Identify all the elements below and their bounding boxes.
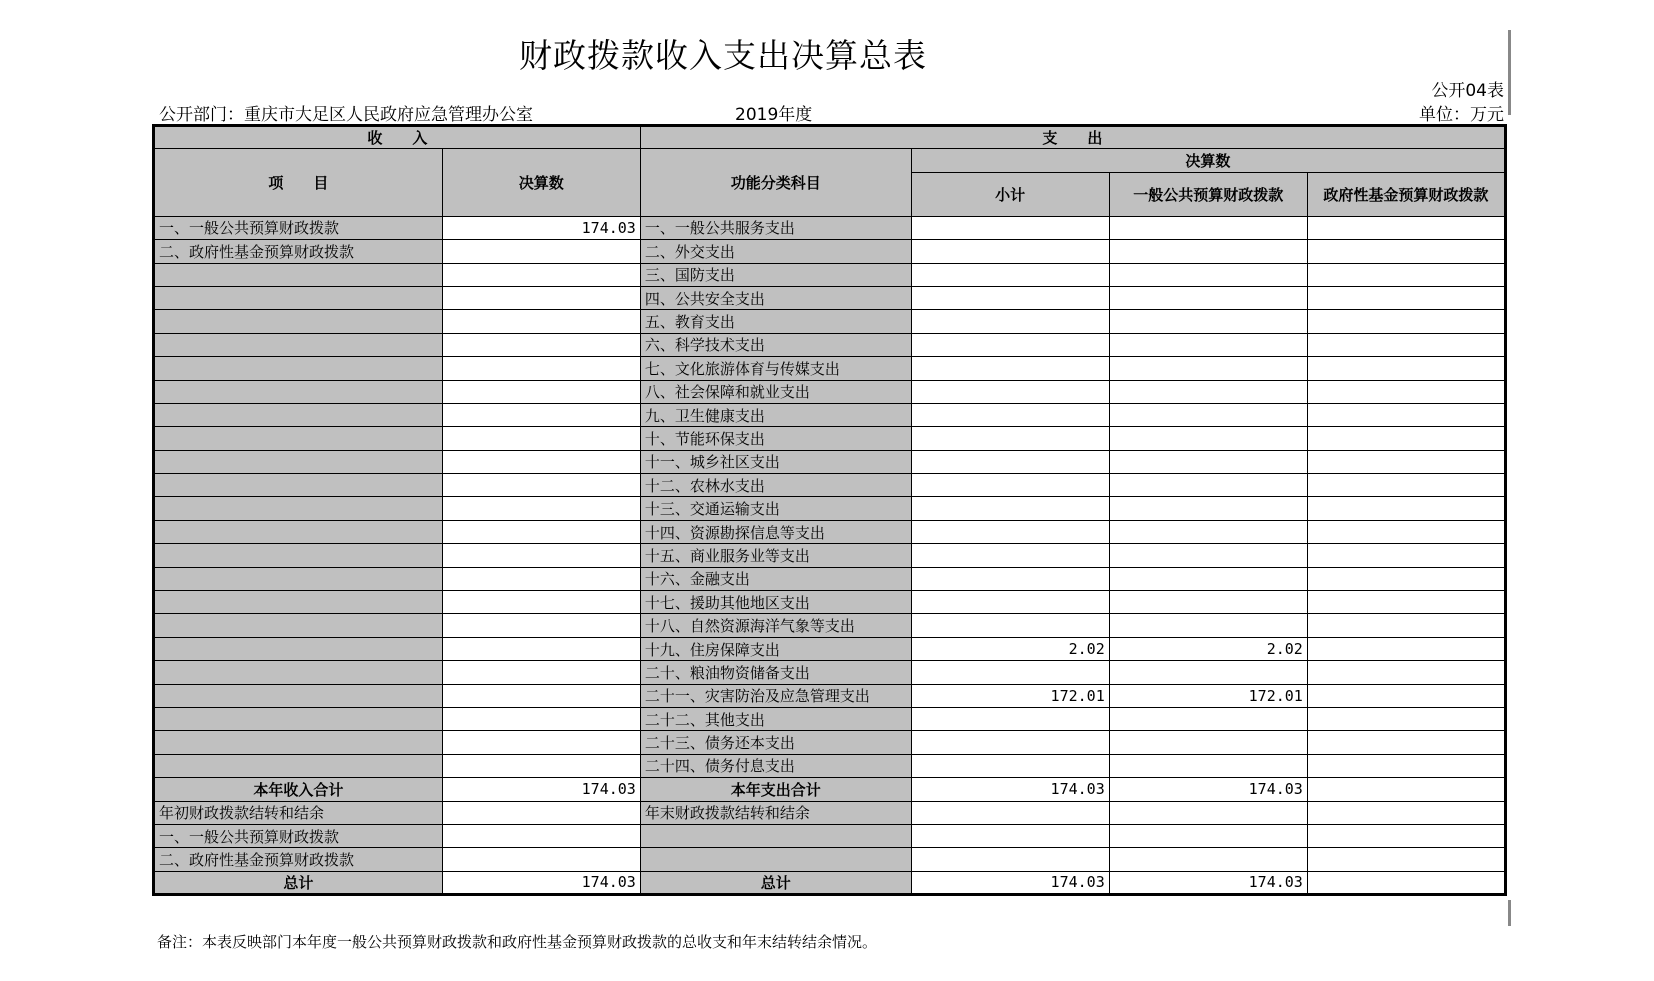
income-header: 收 入: [154, 126, 641, 149]
expense-gov-fund: [1307, 614, 1505, 637]
year-income-label: 本年收入合计: [154, 778, 443, 801]
table-row: [154, 731, 1506, 754]
end-balance-general: [1109, 801, 1307, 824]
expense-subtotal: [911, 614, 1109, 637]
expense-general-budget: [1109, 310, 1307, 333]
income-amount: [442, 754, 640, 777]
table-row: [154, 357, 1506, 380]
table-row: [154, 474, 1506, 497]
expense-category: 二十一、灾害防治及应急管理支出: [640, 684, 911, 707]
expense-gov-fund: [1307, 450, 1505, 473]
table-row: [154, 310, 1506, 333]
income-item: [154, 474, 443, 497]
table-row: [154, 520, 1506, 543]
expense-gov-fund: [1307, 544, 1505, 567]
table-row: [154, 450, 1506, 473]
income-amount: [442, 707, 640, 730]
expense-gov-fund: [1307, 286, 1505, 309]
income-item: [154, 357, 443, 380]
expense-subtotal: [911, 544, 1109, 567]
expense-category: 十三、交通运输支出: [640, 497, 911, 520]
income-item: [154, 754, 443, 777]
total-expense-subtotal: 174.03: [911, 871, 1109, 894]
expense-general-budget: [1109, 357, 1307, 380]
total-expense-general: 174.03: [1109, 871, 1307, 894]
expense-gov-fund: [1307, 357, 1505, 380]
income-amount: [442, 684, 640, 707]
expense-category: 一、一般公共服务支出: [640, 216, 911, 239]
table-row: [154, 544, 1506, 567]
table-row: [154, 286, 1506, 309]
year-income-value: 174.03: [442, 778, 640, 801]
year-expense-label: 本年支出合计: [640, 778, 911, 801]
expense-general-budget: [1109, 450, 1307, 473]
expense-gov-fund: [1307, 731, 1505, 754]
income-amount: [442, 357, 640, 380]
expense-general-budget: [1109, 286, 1307, 309]
income-item: [154, 333, 443, 356]
table-row: [154, 591, 1506, 614]
end-balance-label: 年末财政拨款结转和结余: [640, 801, 911, 824]
expense-category: 二、外交支出: [640, 240, 911, 263]
expense-category: 八、社会保障和就业支出: [640, 380, 911, 403]
footnote: 备注：本表反映部门本年度一般公共预算财政拨款和政府性基金预算财政拨款的总收支和年末结转结余情况。: [157, 933, 878, 951]
expense-category: 二十四、债务付息支出: [640, 754, 911, 777]
income-item: [154, 520, 443, 543]
income-amount: [442, 591, 640, 614]
expense-general-budget: [1109, 474, 1307, 497]
expense-general-budget: [1109, 591, 1307, 614]
fiscal-year: 2019年度: [735, 105, 813, 125]
income-item: [154, 380, 443, 403]
begin-balance-value: [442, 801, 640, 824]
end-balance-fund: [1307, 801, 1505, 824]
unit-label: 单位：万元: [1419, 105, 1504, 125]
begin-fund-row: [154, 848, 1506, 871]
total-expense-fund: [1307, 871, 1505, 894]
begin-fund-label: 二、政府性基金预算财政拨款: [154, 848, 443, 871]
income-item: [154, 310, 443, 333]
expense-category: 十八、自然资源海洋气象等支出: [640, 614, 911, 637]
expense-gov-fund: [1307, 591, 1505, 614]
form-code: 公开04表: [1431, 81, 1504, 101]
expense-category: 十一、城乡社区支出: [640, 450, 911, 473]
expense-gov-fund: [1307, 216, 1505, 239]
department-label: 公开部门：重庆市大足区人民政府应急管理办公室: [159, 105, 533, 125]
balance-row: [154, 801, 1506, 824]
expense-general-budget: [1109, 403, 1307, 426]
expense-category: 九、卫生健康支出: [640, 403, 911, 426]
expense-subtotal: [911, 474, 1109, 497]
income-amount: [442, 263, 640, 286]
table-row: [154, 497, 1506, 520]
expense-category: 十二、农林水支出: [640, 474, 911, 497]
total-income-label: 总计: [154, 871, 443, 894]
income-item: [154, 403, 443, 426]
expense-general-budget: [1109, 497, 1307, 520]
income-item: [154, 450, 443, 473]
expense-subtotal: [911, 497, 1109, 520]
income-amount: [442, 497, 640, 520]
table-row: [154, 684, 1506, 707]
begin-general-value: [442, 824, 640, 847]
expense-category: 十五、商业服务业等支出: [640, 544, 911, 567]
blank-cell: [1109, 824, 1307, 847]
income-item: [154, 263, 443, 286]
income-amount: [442, 333, 640, 356]
table-row: [154, 661, 1506, 684]
table-row: [154, 614, 1506, 637]
expense-general-budget: [1109, 427, 1307, 450]
grand-total-row: [154, 871, 1506, 894]
expense-gov-fund: [1307, 333, 1505, 356]
expense-category: 五、教育支出: [640, 310, 911, 333]
income-amount: [442, 403, 640, 426]
expense-gov-fund: [1307, 380, 1505, 403]
expense-category: 四、公共安全支出: [640, 286, 911, 309]
item-header: 项 目: [154, 149, 443, 216]
expense-subtotal: [911, 591, 1109, 614]
table-row: [154, 707, 1506, 730]
income-amount: [442, 614, 640, 637]
expense-gov-fund: [1307, 263, 1505, 286]
expense-subtotal: 2.02: [911, 637, 1109, 660]
amount-header: 决算数: [442, 149, 640, 216]
income-item: [154, 427, 443, 450]
table-row: [154, 637, 1506, 660]
income-amount: [442, 544, 640, 567]
expense-category: 十九、住房保障支出: [640, 637, 911, 660]
income-item: [154, 661, 443, 684]
expense-subtotal: [911, 707, 1109, 730]
table-row: [154, 754, 1506, 777]
expense-subtotal: [911, 427, 1109, 450]
table-row: [154, 240, 1506, 263]
income-amount: [442, 310, 640, 333]
expense-general-budget: [1109, 661, 1307, 684]
expense-category: 十七、援助其他地区支出: [640, 591, 911, 614]
income-item: [154, 286, 443, 309]
total-income-value: 174.03: [442, 871, 640, 894]
expense-gov-fund: [1307, 637, 1505, 660]
expense-subtotal: [911, 567, 1109, 590]
expense-subtotal: 172.01: [911, 684, 1109, 707]
income-amount: [442, 286, 640, 309]
expense-general-budget: [1109, 731, 1307, 754]
expense-category: 三、国防支出: [640, 263, 911, 286]
blank-cell: [640, 848, 911, 871]
income-item: [154, 731, 443, 754]
begin-general-row: [154, 824, 1506, 847]
table-row: [154, 380, 1506, 403]
gov-fund-header: 政府性基金预算财政拨款: [1307, 172, 1505, 216]
expense-subtotal: [911, 286, 1109, 309]
blank-cell: [1307, 824, 1505, 847]
expense-subtotal: [911, 240, 1109, 263]
total-expense-label: 总计: [640, 871, 911, 894]
function-category-header: 功能分类科目: [640, 149, 911, 216]
expense-general-budget: [1109, 216, 1307, 239]
table-row: [154, 263, 1506, 286]
expense-category: 二十二、其他支出: [640, 707, 911, 730]
income-amount: [442, 520, 640, 543]
expense-category: 二十、粮油物资储备支出: [640, 661, 911, 684]
expense-subtotal: [911, 357, 1109, 380]
expense-subtotal: [911, 450, 1109, 473]
table-row: [154, 567, 1506, 590]
begin-balance-label: 年初财政拨款结转和结余: [154, 801, 443, 824]
expense-general-budget: [1109, 263, 1307, 286]
expense-subtotal: [911, 520, 1109, 543]
expense-general-budget: [1109, 707, 1307, 730]
income-amount: [442, 567, 640, 590]
expense-subtotal: [911, 216, 1109, 239]
expense-general-budget: [1109, 240, 1307, 263]
table-row: [154, 427, 1506, 450]
income-item: [154, 684, 443, 707]
expense-category: 十六、金融支出: [640, 567, 911, 590]
page-title: 财政拨款收入支出决算总表: [519, 36, 927, 75]
blank-cell: [911, 848, 1109, 871]
expense-gov-fund: [1307, 707, 1505, 730]
income-amount: [442, 731, 640, 754]
expense-category: 七、文化旅游体育与传媒支出: [640, 357, 911, 380]
blank-cell: [640, 824, 911, 847]
year-expense-fund: [1307, 778, 1505, 801]
expense-gov-fund: [1307, 661, 1505, 684]
income-item: [154, 497, 443, 520]
expense-category: 六、科学技术支出: [640, 333, 911, 356]
expense-general-budget: [1109, 567, 1307, 590]
income-amount: 174.03: [442, 216, 640, 239]
income-item: [154, 591, 443, 614]
income-item: [154, 544, 443, 567]
expense-gov-fund: [1307, 403, 1505, 426]
expense-general-budget: [1109, 754, 1307, 777]
expense-gov-fund: [1307, 567, 1505, 590]
expense-general-budget: [1109, 520, 1307, 543]
blank-cell: [1307, 848, 1505, 871]
income-item: 二、政府性基金预算财政拨款: [154, 240, 443, 263]
table-row: [154, 216, 1506, 239]
expense-gov-fund: [1307, 474, 1505, 497]
budget-table: [152, 124, 1507, 896]
income-item: [154, 637, 443, 660]
expense-general-budget: 172.01: [1109, 684, 1307, 707]
income-amount: [442, 637, 640, 660]
year-expense-subtotal: 174.03: [911, 778, 1109, 801]
year-expense-general: 174.03: [1109, 778, 1307, 801]
expense-gov-fund: [1307, 427, 1505, 450]
expense-header: 支 出: [640, 126, 1505, 149]
income-amount: [442, 427, 640, 450]
end-balance-subtotal: [911, 801, 1109, 824]
expense-general-budget: [1109, 614, 1307, 637]
expense-general-budget: [1109, 333, 1307, 356]
expense-subtotal: [911, 754, 1109, 777]
expense-gov-fund: [1307, 240, 1505, 263]
margin-line-top: [1508, 30, 1511, 115]
subtotal-header: 小计: [911, 172, 1109, 216]
income-item: [154, 614, 443, 637]
expense-gov-fund: [1307, 684, 1505, 707]
expense-category: 二十三、债务还本支出: [640, 731, 911, 754]
expense-general-budget: 2.02: [1109, 637, 1307, 660]
expense-gov-fund: [1307, 310, 1505, 333]
expense-general-budget: [1109, 544, 1307, 567]
table-row: [154, 403, 1506, 426]
income-amount: [442, 450, 640, 473]
margin-line-bottom: [1508, 900, 1511, 926]
expense-general-budget: [1109, 380, 1307, 403]
expense-subtotal: [911, 661, 1109, 684]
expense-subtotal: [911, 333, 1109, 356]
expense-gov-fund: [1307, 497, 1505, 520]
expense-subtotal: [911, 731, 1109, 754]
expense-subtotal: [911, 403, 1109, 426]
income-amount: [442, 380, 640, 403]
expense-gov-fund: [1307, 754, 1505, 777]
final-amount-header: 决算数: [911, 149, 1505, 172]
income-amount: [442, 474, 640, 497]
expense-subtotal: [911, 310, 1109, 333]
income-item: [154, 567, 443, 590]
income-amount: [442, 240, 640, 263]
blank-cell: [911, 824, 1109, 847]
blank-cell: [1109, 848, 1307, 871]
income-item: 一、一般公共预算财政拨款: [154, 216, 443, 239]
income-item: [154, 707, 443, 730]
begin-fund-value: [442, 848, 640, 871]
expense-subtotal: [911, 263, 1109, 286]
expense-gov-fund: [1307, 520, 1505, 543]
expense-category: 十四、资源勘探信息等支出: [640, 520, 911, 543]
general-budget-header: 一般公共预算财政拨款: [1109, 172, 1307, 216]
table-row: [154, 333, 1506, 356]
income-amount: [442, 661, 640, 684]
begin-general-label: 一、一般公共预算财政拨款: [154, 824, 443, 847]
expense-subtotal: [911, 380, 1109, 403]
year-total-row: [154, 778, 1506, 801]
expense-category: 十、节能环保支出: [640, 427, 911, 450]
